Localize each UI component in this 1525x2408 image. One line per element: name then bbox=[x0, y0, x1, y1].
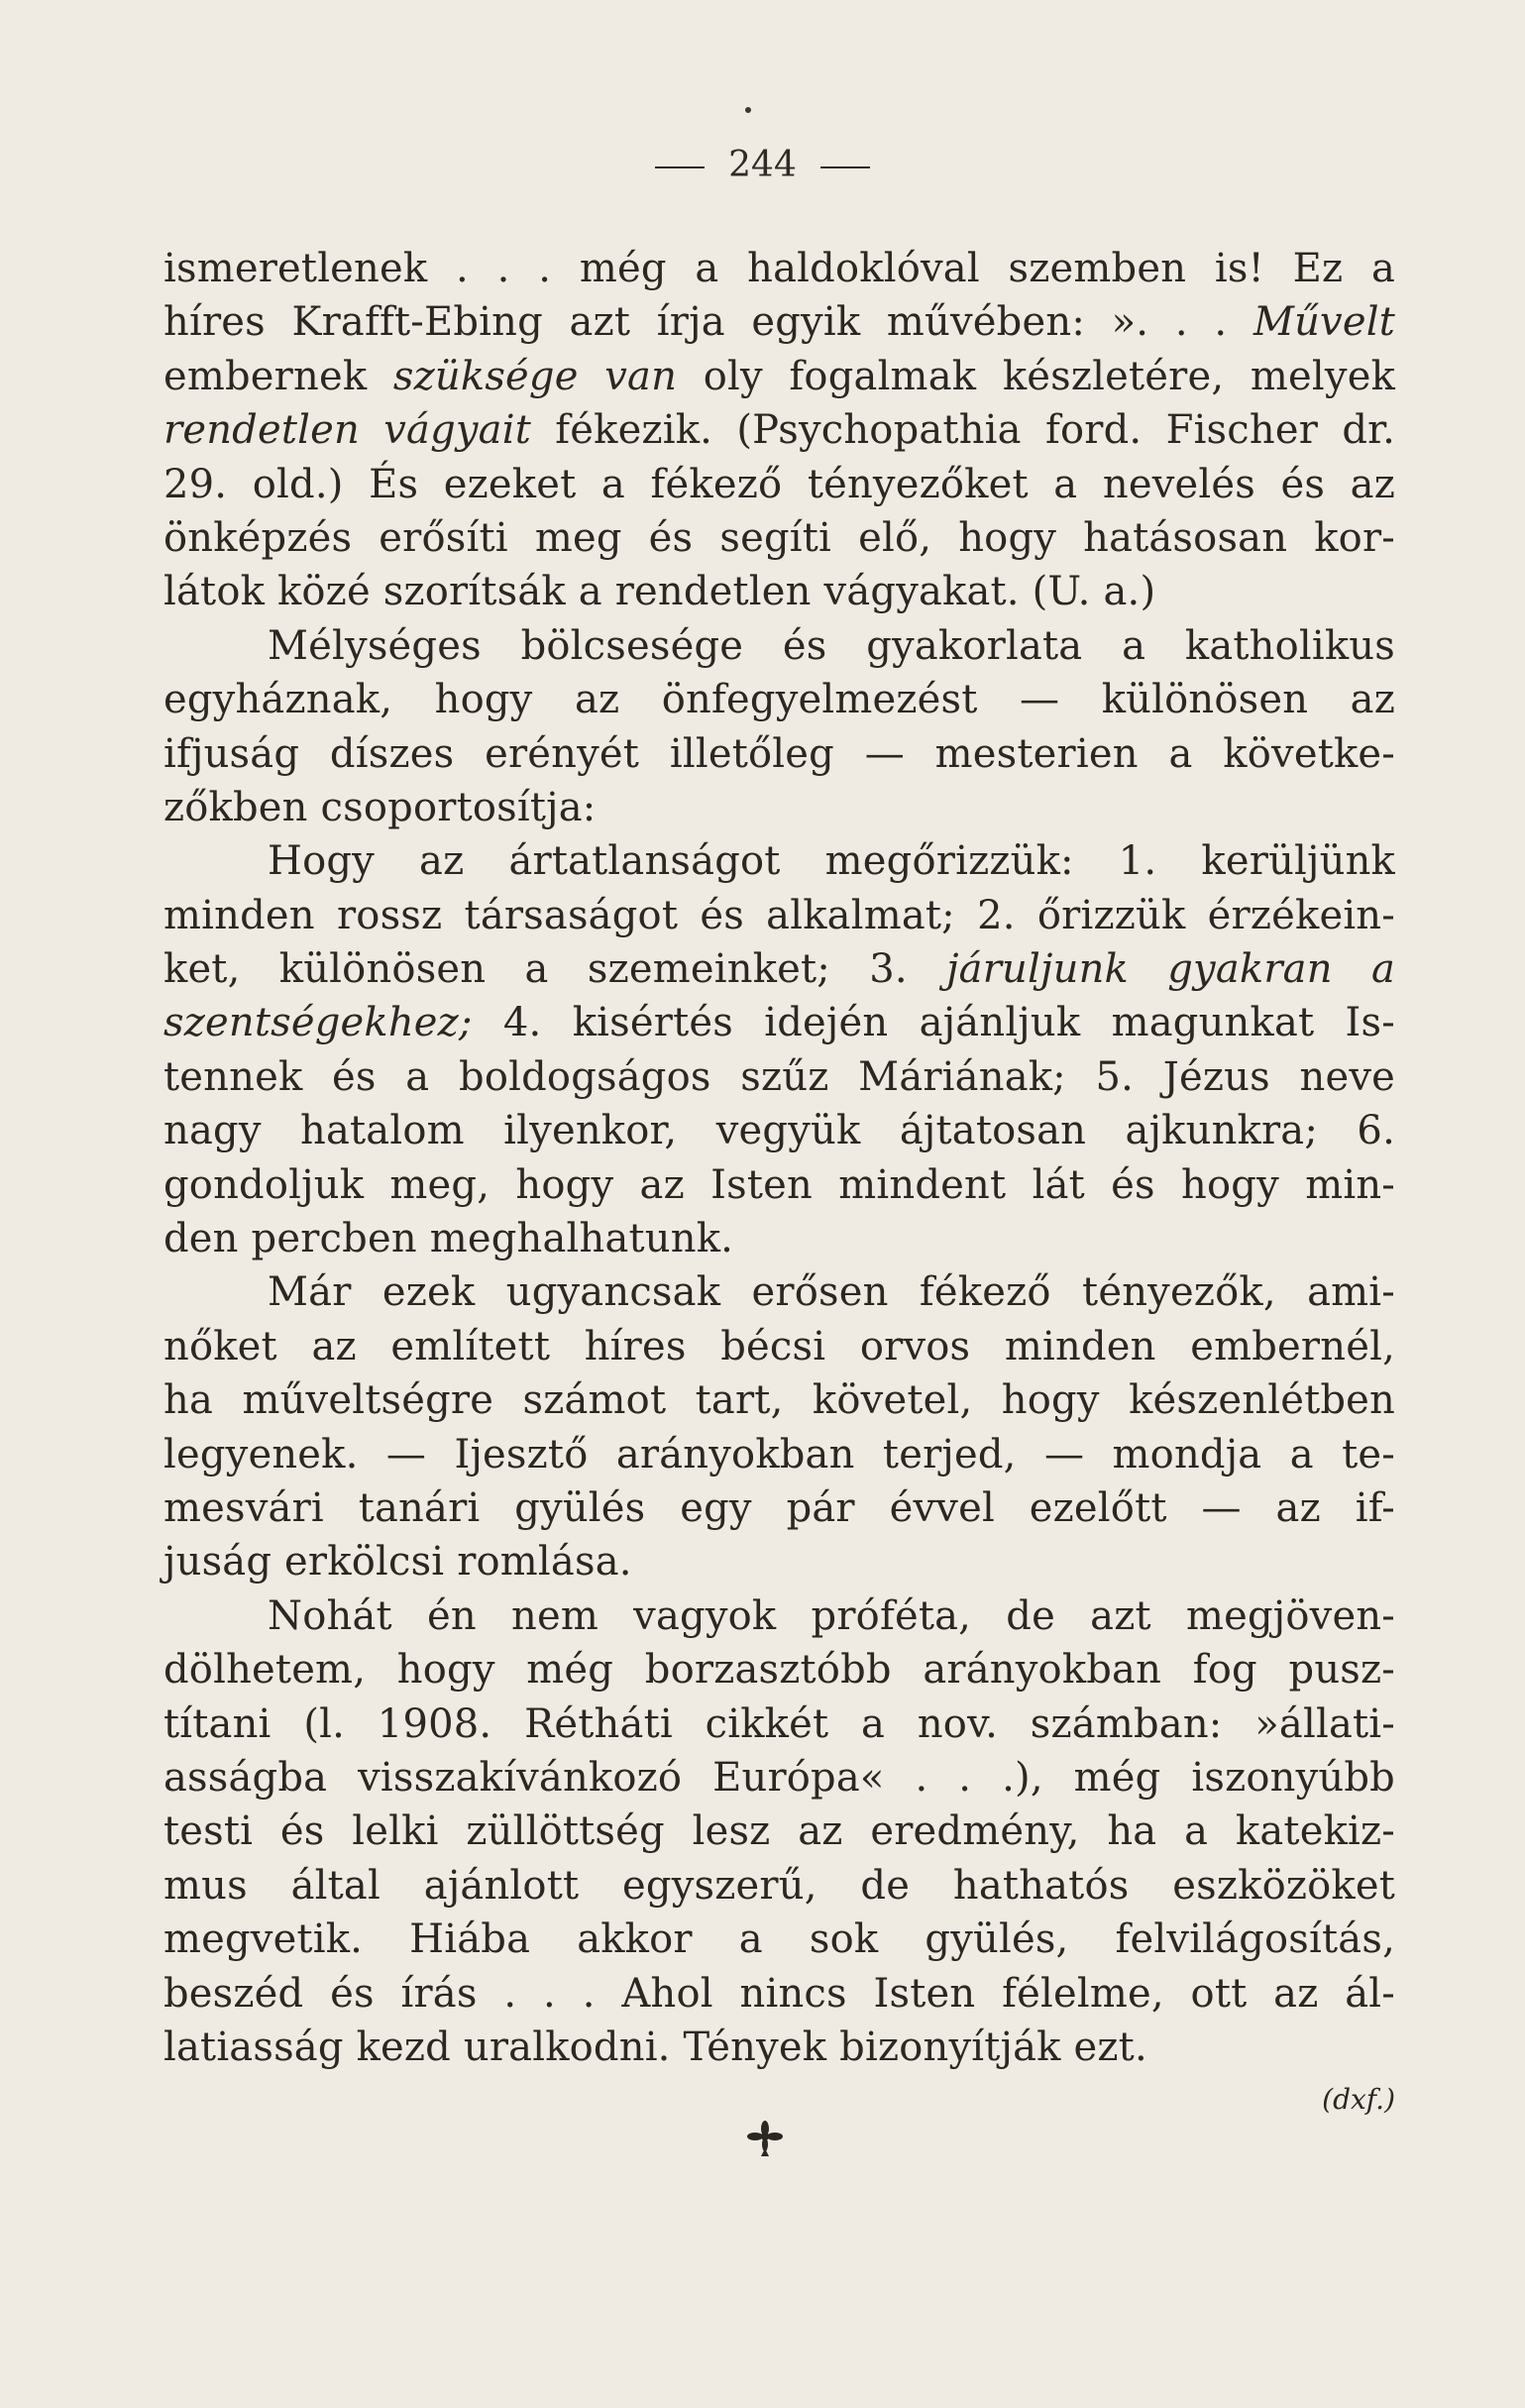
text-line: ifjuság díszes erényét illetőleg — mesterien a követke- bbox=[163, 730, 1395, 777]
text-run: embernek bbox=[163, 353, 393, 399]
italic-phrase: szüksége van bbox=[392, 353, 678, 399]
text-line: tennek és a boldogságos szűz Máriának; 5. Jézus neve bbox=[163, 1053, 1395, 1100]
text-line: ismeretlenek . . . még a haldoklóval szemben is! Ez a bbox=[163, 246, 1395, 291]
text-line: dölhetem, hogy még borzasztóbb arányokban fog pusz- bbox=[163, 1647, 1395, 1694]
text-line: 29. old.) És ezeket a fékező tényezőket a nevelés és az bbox=[163, 461, 1395, 507]
header-dash-left bbox=[655, 166, 705, 168]
text-line: Már ezek ugyancsak erősen fékező tényezők, ami- bbox=[268, 1269, 1395, 1316]
text-line bbox=[163, 350, 1395, 403]
text-line: Nohát én nem vagyok próféta, de azt megjöven- bbox=[268, 1592, 1395, 1639]
page-header bbox=[0, 131, 1525, 200]
text-run: 4. kisértés idején ajánljuk magunkat Is- bbox=[472, 1000, 1395, 1046]
italic-phrase: járuljunk gyakran a bbox=[946, 946, 1395, 993]
text-line: legyenek. — Ijesztő arányokban terjed, — mondja a te- bbox=[163, 1431, 1395, 1478]
text-line bbox=[163, 996, 1395, 1049]
text-run: oly fogalmak készletére, melyek bbox=[677, 353, 1396, 399]
text-line: ha műveltségre számot tart, követel, hogy készenlétben bbox=[163, 1377, 1395, 1424]
text-line: nagy hatalom ilyenkor, vegyük ájtatosan ajkunkra; 6. bbox=[163, 1108, 1395, 1154]
body-text bbox=[163, 242, 1395, 2074]
header-dash-right bbox=[820, 166, 870, 168]
text-line: Hogy az ártatlanságot megőrizzük: 1. kerüljünk bbox=[268, 838, 1395, 885]
text-run: fékezik. (Psychopathia ford. Fischer dr. bbox=[530, 407, 1395, 454]
text-line: den percben meghalhatunk. bbox=[163, 1216, 734, 1262]
text-line: gondoljuk meg, hogy az Isten mindent lát és hogy min- bbox=[163, 1161, 1395, 1208]
text-line: megvetik. Hiába akkor a sok gyülés, felvilágosítás, bbox=[163, 1916, 1395, 1963]
text-line: testi és lelki züllöttség lesz az eredmény, ha a katekiz- bbox=[163, 1808, 1395, 1855]
italic-phrase: szentségekhez; bbox=[163, 1000, 473, 1046]
text-line bbox=[163, 295, 1395, 349]
text-line: egyháznak, hogy az önfegyelmezést — különösen az bbox=[163, 677, 1395, 723]
text-line: Mélységes bölcsesége és gyakorlata a katholikus bbox=[268, 622, 1395, 669]
text-line: asságba visszakívánkozó Európa« . . .), még iszonyúbb bbox=[163, 1754, 1395, 1801]
text-line bbox=[163, 403, 1395, 457]
page-number: 244 bbox=[728, 145, 797, 185]
italic-phrase: rendetlen vágyait bbox=[163, 407, 531, 454]
italic-phrase: Művelt bbox=[1253, 299, 1395, 346]
text-line: önképzés erősíti meg és segíti elő, hogy hatásosan kor- bbox=[163, 514, 1395, 561]
text-run: ket, különösen a szemeinket; 3. bbox=[163, 946, 947, 993]
text-line: juság erkölcsi romlása. bbox=[163, 1539, 632, 1586]
author-signature: (dxf.) bbox=[1322, 2083, 1395, 2116]
text-line: minden rossz társaságot és alkalmat; 2. őrizzük érzékein- bbox=[163, 892, 1395, 938]
text-run: híres Krafft-Ebing azt írja egyik művében: ». . . bbox=[163, 299, 1253, 346]
text-line: zőkben csoportosítja: bbox=[163, 784, 597, 830]
text-line: látok közé szorítsák a rendetlen vágyakat. (U. a.) bbox=[163, 569, 1156, 615]
text-line: nőket az említett híres bécsi orvos minden embernél, bbox=[163, 1323, 1395, 1369]
ink-dot bbox=[745, 107, 751, 113]
fleuron-icon bbox=[745, 2119, 785, 2158]
text-line: mus által ajánlott egyszerű, de hathatós eszközöket bbox=[163, 1862, 1395, 1909]
text-line: mesvári tanári gyülés egy pár évvel ezelőtt — az if- bbox=[163, 1484, 1395, 1531]
text-line: latiasság kezd uralkodni. Tények bizonyítják ezt. bbox=[163, 2024, 1147, 2070]
text-line: beszéd és írás . . . Ahol nincs Isten félelme, ott az ál- bbox=[163, 1970, 1395, 2017]
text-line: títani (l. 1908. Rétháti cikkét a nov. számban: »állati- bbox=[163, 1700, 1395, 1747]
text-line bbox=[163, 942, 1395, 996]
